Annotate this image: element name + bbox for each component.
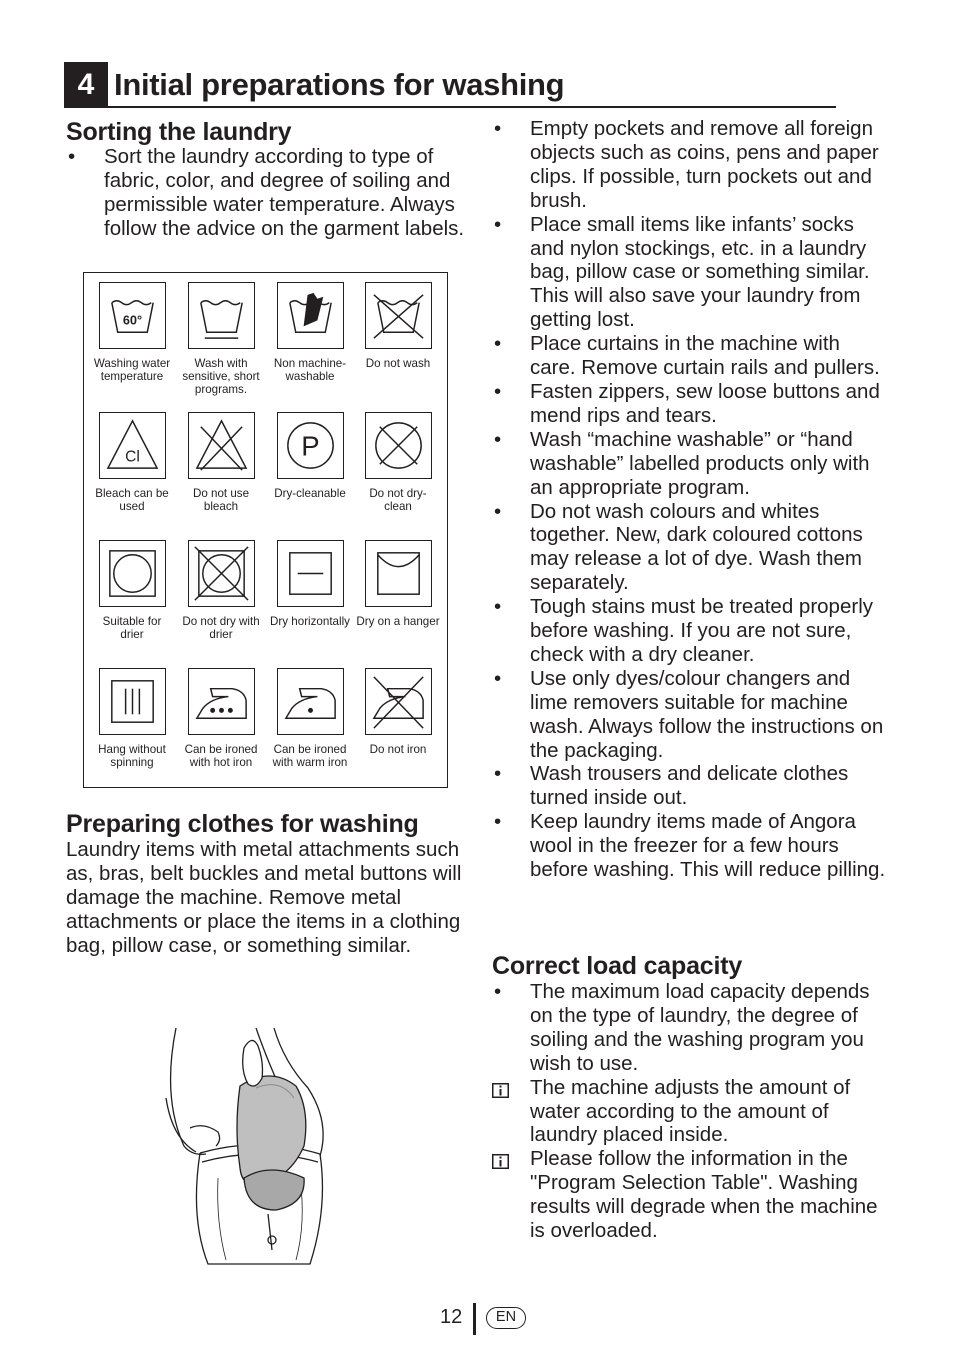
- list-item: [492, 667, 890, 763]
- list-item-text: Tough stains must be treated properly before washing. If you are not sure, check with a dry cleaner.: [530, 595, 873, 666]
- bullet: •: [494, 332, 502, 356]
- symbol-label: Do not wash: [365, 357, 431, 370]
- bullet: •: [494, 666, 502, 690]
- symbol-label: Dry on a hanger: [356, 615, 440, 628]
- bullet: •: [494, 499, 502, 523]
- preparation-list: [492, 117, 890, 882]
- list-item-text: The machine adjusts the amount of water according to the amount of laundry placed inside.: [530, 1075, 851, 1147]
- bullet: •: [494, 762, 502, 786]
- wash-60-icon: [99, 282, 166, 349]
- symbol-label: Do not dry-clean: [369, 487, 427, 513]
- care-symbol-table: [83, 272, 448, 788]
- list-item-text: Keep laundry items made of Angora wool in the freezer for a few hours before washing. This will reduce pilling.: [530, 810, 886, 882]
- symbol-no-dry-clean: [356, 412, 440, 513]
- drip-dry-icon: [99, 668, 166, 735]
- symbol-label: Can be ironed with hot iron: [184, 743, 258, 769]
- dry-clean-icon: [277, 412, 344, 479]
- symbol-label: Hang without spinning: [98, 743, 166, 769]
- symbol-dry-clean: [268, 412, 352, 500]
- list-item-text: Empty pockets and remove all foreign objects such as coins, pens and paper clips. If possible, turn pockets out and brush.: [530, 117, 879, 212]
- bleach-value: Cl: [124, 448, 140, 466]
- symbol-label: Do not dry with drier: [182, 615, 260, 641]
- bullet: •: [494, 595, 502, 619]
- sorting-text: Sort the laundry according to type of fabric, color, and degree of soiling and permissible water temperature. Always follow the advice on the garment labels.: [104, 145, 465, 240]
- footer-divider: [473, 1303, 476, 1335]
- bullet: •: [68, 145, 76, 168]
- symbol-label: Non machine-washable: [273, 357, 347, 383]
- sorting-list: [66, 145, 466, 241]
- symbol-no-tumble-dry: [179, 540, 263, 641]
- list-item: [492, 500, 890, 596]
- tumble-dry-icon: [99, 540, 166, 607]
- page-number: 12: [440, 1306, 463, 1328]
- dry-clean-value: P: [300, 430, 320, 462]
- symbol-no-bleach: [179, 412, 263, 513]
- list-item: [492, 762, 890, 810]
- list-item-text: Place small items like infants’ socks and nylon stockings, etc. in a laundry bag, pillow case or something similar. This will also save your laundry from getting lost.: [530, 212, 870, 332]
- info-icon: [492, 1151, 509, 1166]
- do-not-wash-icon: [365, 282, 432, 349]
- list-item-text: Do not wash colours and whites together. New, dark coloured cottons may release a lot of dye. Wash them separately.: [530, 499, 863, 595]
- list-item-text: The maximum load capacity depends on the type of laundry, the degree of soiling and the washing program you wish to use.: [530, 980, 870, 1075]
- list-item: [492, 980, 890, 1076]
- bullet: •: [494, 810, 502, 834]
- list-item: [492, 1076, 890, 1148]
- list-item: [492, 332, 890, 380]
- dry-flat-icon: [277, 540, 344, 607]
- bullet: •: [494, 379, 502, 403]
- gentle-wash-icon: [188, 282, 255, 349]
- list-item: [492, 380, 890, 428]
- chapter-title: Initial preparations for washing: [114, 67, 565, 102]
- line-dry-icon: [365, 540, 432, 607]
- symbol-label: Do not use bleach: [192, 487, 250, 513]
- list-item: [492, 1147, 890, 1243]
- hand-wash-icon: [277, 282, 344, 349]
- symbol-do-not-wash: [356, 282, 440, 370]
- iron-warm-icon: [277, 668, 344, 735]
- do-not-tumble-dry-icon: [188, 540, 255, 607]
- bullet: •: [494, 117, 502, 140]
- preparing-heading: Preparing clothes for washing: [66, 810, 419, 838]
- list-item-text: Fasten zippers, sew loose buttons and mend rips and tears.: [530, 379, 880, 427]
- list-item-text: Place curtains in the machine with care. Remove curtain rails and pullers.: [530, 332, 880, 380]
- symbol-dry-flat: [268, 540, 352, 628]
- info-icon: [492, 1080, 509, 1095]
- symbol-non-machine: [268, 282, 352, 383]
- chapter-header: [64, 62, 836, 108]
- bullet: •: [494, 980, 502, 1003]
- list-item: [492, 810, 890, 882]
- symbol-label: Can be ironed with warm iron: [272, 743, 348, 769]
- bleach-icon: [99, 412, 166, 479]
- wash-temp-value: 60°: [122, 312, 142, 328]
- bullet: •: [494, 212, 502, 236]
- symbol-bleach: [90, 412, 174, 513]
- do-not-iron-icon: [365, 668, 432, 735]
- symbol-label: Do not iron: [369, 743, 427, 756]
- preparing-text: Laundry items with metal attachments such as, bras, belt buckles and metal buttons will damage the machine. Remove metal attachments or place the items in a clothing bag, pillow case, or something similar.: [66, 838, 462, 957]
- iron-hot-icon: [188, 668, 255, 735]
- list-item-text: Use only dyes/colour changers and lime removers suitable for machine wash. Always follow the instructions on the packaging.: [530, 666, 884, 762]
- symbol-label: Bleach can be used: [95, 487, 169, 513]
- symbol-washing-temperature: [90, 282, 174, 383]
- symbol-label: Dry horizontally: [270, 615, 350, 628]
- laundry-bag-illustration: [160, 1028, 330, 1268]
- sorting-heading: Sorting the laundry: [66, 118, 292, 146]
- symbol-label: Suitable for drier: [102, 615, 162, 641]
- symbol-no-iron: [356, 668, 440, 756]
- load-heading: Correct load capacity: [492, 952, 743, 980]
- symbol-label: Wash with sensitive, short programs.: [182, 357, 260, 396]
- symbol-tumble-dry: [90, 540, 174, 641]
- chapter-number: 4: [64, 62, 108, 108]
- list-item: [492, 428, 890, 500]
- language-badge: EN: [486, 1307, 526, 1329]
- bullet: •: [494, 427, 502, 451]
- symbol-dry-hanger: [356, 540, 440, 628]
- list-item-text: Please follow the information in the "Program Selection Table". Washing results will degrade when the machine is overloaded.: [530, 1147, 878, 1243]
- list-item: [492, 117, 890, 213]
- symbol-iron-hot: [179, 668, 263, 769]
- list-item: [66, 145, 466, 241]
- list-item: [492, 595, 890, 667]
- do-not-bleach-icon: [188, 412, 255, 479]
- symbol-wash-sensitive: [179, 282, 263, 396]
- symbol-label: Washing water temperature: [93, 357, 171, 383]
- symbol-drip-dry: [90, 668, 174, 769]
- list-item: [492, 213, 890, 333]
- symbol-iron-warm: [268, 668, 352, 769]
- load-list: [492, 980, 890, 1243]
- symbol-label: Dry-cleanable: [274, 487, 346, 500]
- do-not-dry-clean-icon: [365, 412, 432, 479]
- list-item-text: Wash trousers and delicate clothes turned inside out.: [530, 762, 849, 810]
- list-item-text: Wash “machine washable” or “hand washable” labelled products only with an appropriate program.: [530, 427, 870, 499]
